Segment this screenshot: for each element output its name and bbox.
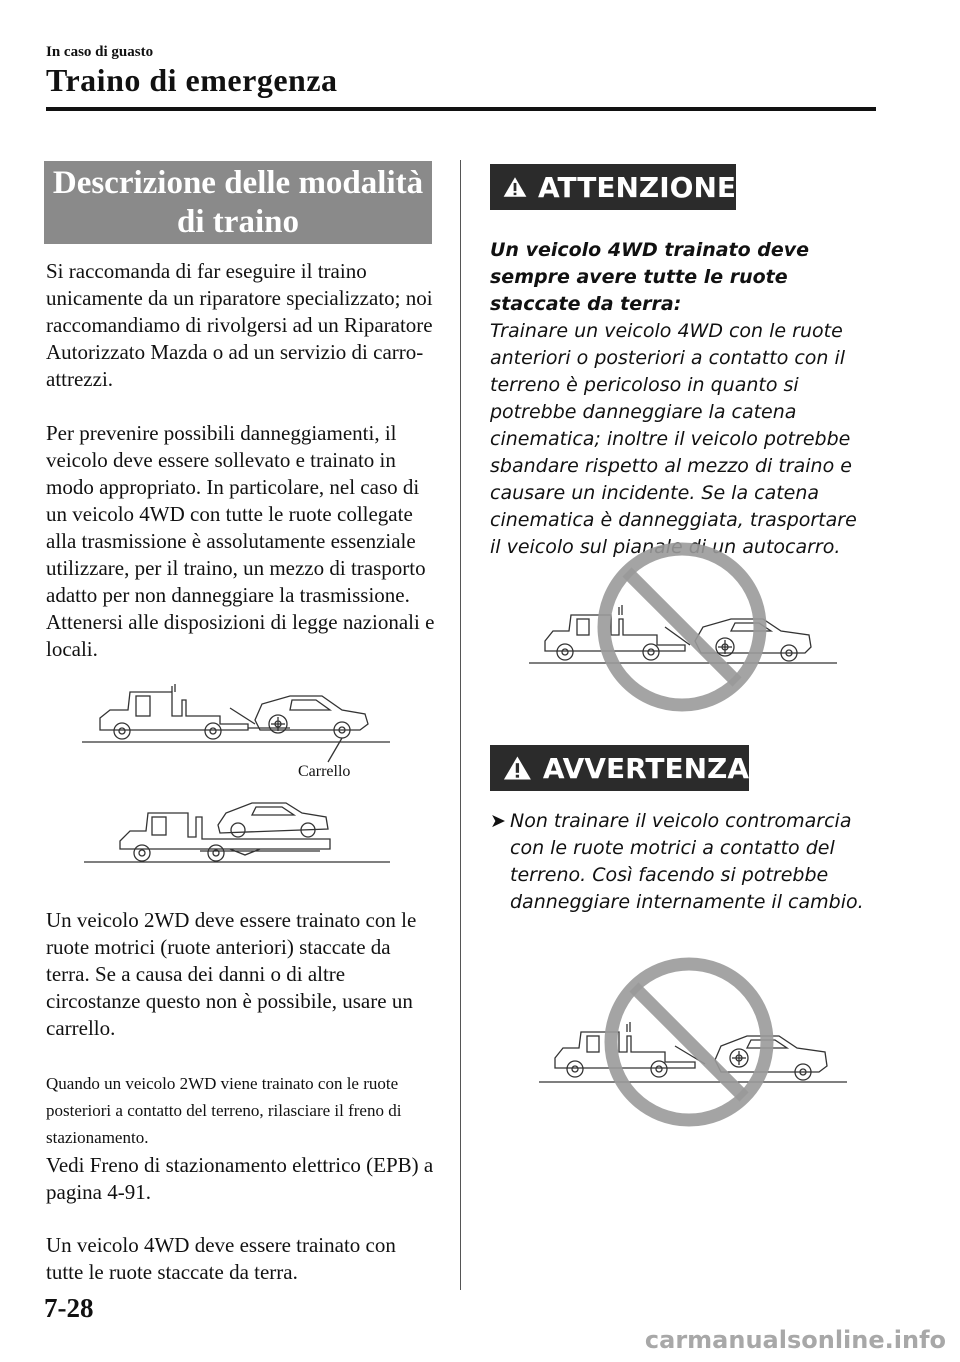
paragraph-parking-brake: Quando un veicolo 2WD viene trainato con le ruote posteriori a contatto del terreno, rilasciare il freno di stazionamento. (46, 1074, 402, 1147)
warning-triangle-icon (502, 173, 528, 201)
warning-label: AVVERTENZA (542, 751, 749, 785)
header-rule (46, 107, 876, 111)
attention-badge (490, 164, 736, 210)
warning-triangle-icon (502, 754, 533, 782)
bullet-arrow-icon: ➤ (490, 810, 506, 832)
paragraph-4wd: Un veicolo 4WD deve essere trainato con tutte le ruote staccate da terra. (46, 1233, 396, 1284)
dolly-label: Carrello (298, 763, 351, 780)
warning-bullet-item (490, 808, 870, 916)
chapter-label: In caso di guasto (46, 44, 154, 60)
page-number: 7-28 (44, 1293, 94, 1323)
warning-badge (490, 745, 749, 791)
paragraph-2wd: Un veicolo 2WD deve essere trainato con le ruote motrici (ruote anteriori) staccate da terra. Se a causa dei danni o di altre circostanze questo non è possibile, usare un carrello. (46, 908, 417, 1040)
attention-content (490, 237, 870, 561)
attention-body: Trainare un veicolo 4WD con le ruote anteriori o posteriori a contatto con il terreno è pericoloso in quanto si potrebbe danneggiare la catena cinematica; inoltre il veicolo potrebbe sbandare rispetto al mezzo di traino e causare un incidente. Se la catena cinematica è danneggiata, trasportare il veicolo sul pianale di un autocarro. (490, 320, 857, 558)
section-heading-line2: di traino (177, 204, 299, 240)
attention-label: ATTENZIONE (538, 170, 736, 204)
prohibited-tow-illustration-1 (525, 535, 845, 725)
attention-heading: Un veicolo 4WD trainato deve sempre avere tutte le ruote staccate da terra: (490, 239, 810, 315)
prohibition-symbol-1 (604, 549, 760, 705)
flatbed-illustration (80, 795, 400, 875)
warning-bullet-text: Non trainare il veicolo contromarcia con le ruote motrici a contatto del terreno. Così facendo si potrebbe danneggiare internamente il cambio. (510, 810, 864, 913)
paragraph-specialist: Si raccomanda di far eseguire il traino unicamente da un riparatore specializzato; noi raccomandiamo di rivolgersi ad un Riparatore Autorizzato Mazda o ad un servizio di carro-attrezzi. (46, 259, 433, 391)
prohibition-symbol-2 (611, 964, 767, 1120)
section-heading-line1: Descrizione delle modalità (52, 165, 424, 201)
tow-dolly-illustration (80, 680, 400, 790)
prohibited-tow-illustration-2 (535, 950, 855, 1140)
watermark: carmanualsonline.info (644, 1326, 946, 1354)
column-divider (460, 160, 461, 1290)
page-title: Traino di emergenza (46, 62, 338, 98)
paragraph-epb-reference: Vedi Freno di stazionamento elettrico (EPB) a pagina 4-91. (46, 1153, 434, 1204)
paragraph-prevention: Per prevenire possibili danneggiamenti, il veicolo deve essere sollevato e trainato in modo appropriato. In particolare, nel caso di un veicolo 4WD con tutte le ruote collegate alla trasmissione è assolutamente essenziale utilizzare, per il traino, un mezzo di trasporto adatto per non danneggiare la trasmissione. Attenersi alle disposizioni di legge nazionali e locali. (46, 421, 435, 661)
section-heading (44, 161, 432, 244)
